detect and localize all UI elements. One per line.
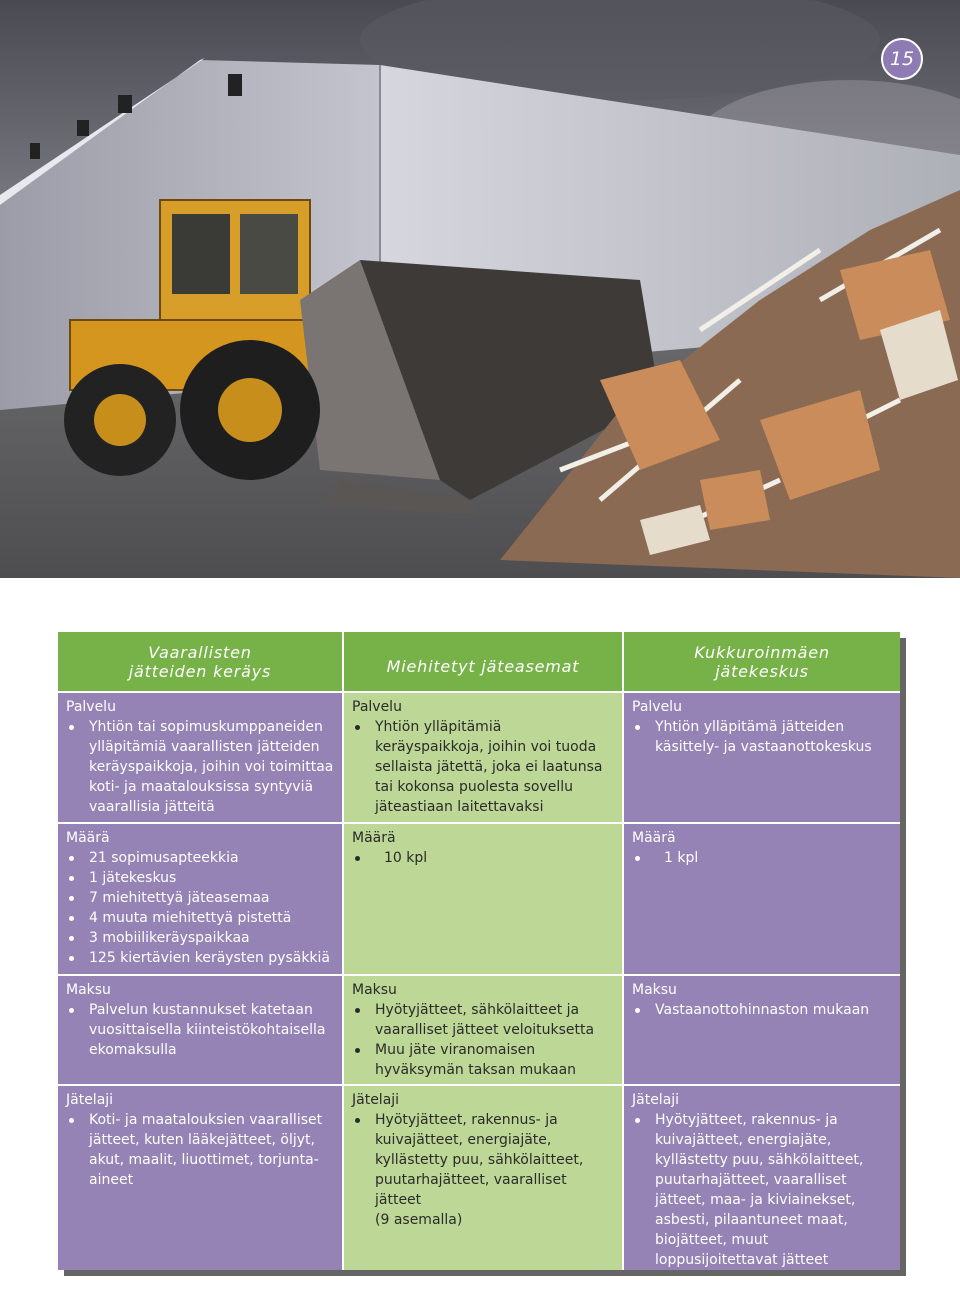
list-item: 1 kpl [632,848,892,868]
wheel-loader-photo [0,0,960,578]
cell-label: Jätelaji [632,1092,680,1108]
column-header [58,632,342,691]
column-staffed-stations [344,632,622,1270]
list-item: Hyötyjätteet, rakennus- ja kuivajätteet, energiajäte, kyllästetty puu, sähkölaitteet, puutarhajätteet, vaaralliset jätteet [352,1110,614,1210]
header-line: Kukkuroinmäen [694,642,830,662]
list-item: 1 jätekeskus [66,868,334,888]
list-item: Hyötyjätteet, sähkölaitteet ja vaaralliset jätteet veloituksetta [352,1000,614,1040]
list-item: 3 mobiilikeräyspaikkaa [66,928,334,948]
header-line: Vaarallisten [148,642,252,662]
cell-label: Jätelaji [352,1092,400,1108]
cell-maara [58,824,342,974]
column-header [344,632,622,691]
cell-palvelu [344,693,622,822]
list-item: Hyötyjätteet, rakennus- ja kuivajätteet, energiajäte, kyllästetty puu, sähkölaitteet, puutarhajätteet, vaaralliset jätteet, maa- ja kiviainekset, asbesti, pilaantuneet maat, biojätteet, muut loppusijoitettavat jätteet [632,1110,892,1270]
list-item: 10 kpl [352,848,614,868]
list-item: 4 muuta miehitettyä pistettä [66,908,334,928]
column-header [624,632,900,691]
cell-label: Määrä [632,830,676,846]
cell-label: Maksu [632,982,677,998]
cell-maara [624,824,900,974]
cell-label: Palvelu [66,699,116,715]
list-item: 21 sopimusapteekkia [66,848,334,868]
cell-palvelu [624,693,900,822]
list-item: Koti- ja maatalouksien vaaralliset jätteet, kuten lääkejätteet, öljyt, akut, maalit, liuottimet, torjunta-aineet [66,1110,334,1190]
cell-jatelaji [58,1086,342,1270]
list-item: Muu jäte viranomaisen hyväksymän taksan mukaan [352,1040,614,1080]
cell-label: Jätelaji [66,1092,114,1108]
list-item: Vastaanottohinnaston mukaan [632,1000,892,1020]
cell-maksu [344,976,622,1084]
header-line: jätteiden keräys [128,661,272,681]
cell-jatelaji [624,1086,900,1270]
cell-label: Palvelu [352,699,402,715]
page-number: 15 [881,38,923,80]
cell-label: Maksu [352,982,397,998]
station-note: (9 asemalla) [375,1212,463,1228]
cell-maksu [624,976,900,1084]
cell-label: Määrä [66,830,110,846]
cell-label: Palvelu [632,699,682,715]
list-item: Palvelun kustannukset katetaan vuosittaisella kiinteistökohtaisella ekomaksulla [66,1000,334,1060]
header-line: jätekeskus [715,661,809,681]
list-item: Yhtiön tai sopimuskumppaneiden ylläpitämiä vaarallisten jätteiden keräyspaikkoja, joihin voi toimittaa koti- ja maatalouksissa syntyviä vaarallisia jätteitä [66,717,334,817]
list-item: 125 kiertävien keräysten pysäkkiä [66,948,334,968]
cell-label: Määrä [352,830,396,846]
waste-services-table [58,632,900,1270]
wheel-loader-photo-icon [0,0,960,578]
list-item: Yhtiön ylläpitämä jätteiden käsittely- ja vastaanottokeskus [632,717,892,757]
header-line: Miehitetyt jäteasemat [386,657,580,676]
cell-maksu [58,976,342,1084]
cell-label: Maksu [66,982,111,998]
list-item: Yhtiön ylläpitämiä keräyspaikkoja, joihin voi tuoda sellaista jätettä, joka ei laatunsa tai kokonsa puolesta sovellu jäteastiaan laitettavaksi [352,717,614,817]
column-kukkuroinmaki-centre [624,632,900,1270]
cell-maara [344,824,622,974]
column-hazardous-waste [58,632,342,1270]
cell-jatelaji [344,1086,622,1270]
cell-palvelu [58,693,342,822]
list-item: 7 miehitettyä jäteasemaa [66,888,334,908]
